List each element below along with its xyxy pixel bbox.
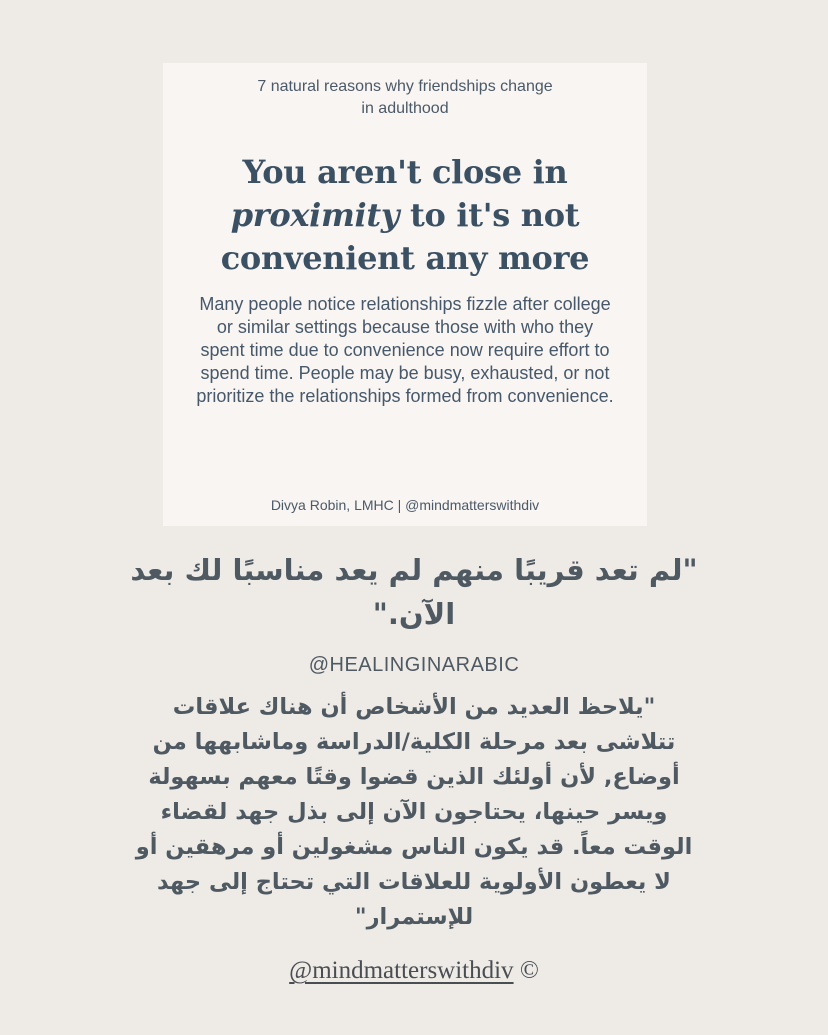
- card-body: Many people notice relationships fizzle after college or similar settings because those with who they spent time due to convenience now require effort to spend time. People may be busy, exhausted, or not prioritize the relationships formed from convenience.: [196, 294, 614, 406]
- footer: [0, 955, 828, 987]
- footer-handle-link[interactable]: @mindmatterswithdiv: [289, 957, 514, 984]
- arabic-body: "يلاحظ العديد من الأشخاص أن هناك علاقات تتلاشى بعد مرحلة الكلية/الدراسة وماشابهها من أوضاع, لأن أولئك الذين قضوا وقتًا معهم بسهولة ويسر حينها، يحتاجون الآن إلى بذل جهد لقضاء الوقت معاً. قد يكون الناس مشغولين أو مرهقين أو لا يعطون الأولوية للعلاقات التي تحتاج إلى جهد للإستمرار": [135, 694, 693, 930]
- card-kicker: 7 natural reasons why friendships change in adulthood: [257, 78, 553, 117]
- heading-line-1: You aren't close in: [242, 153, 568, 191]
- arabic-handle: @HEALINGINARABIC: [308, 654, 520, 676]
- card-heading: [163, 151, 647, 280]
- heading-italic-word: proximity: [230, 196, 400, 234]
- card-credit: Divya Robin, LMHC | @mindmatterswithdiv: [270, 497, 540, 513]
- arabic-title: "لم تعد قريبًا منهم لم يعد مناسبًا لك بعد الآن.": [130, 553, 698, 631]
- heading-line-3: convenient any more: [220, 239, 590, 277]
- heading-line-2: [163, 194, 647, 237]
- heading-line-2-rest: to it's not: [399, 196, 580, 234]
- copyright-symbol: ©: [519, 957, 539, 984]
- quote-card: [163, 63, 647, 526]
